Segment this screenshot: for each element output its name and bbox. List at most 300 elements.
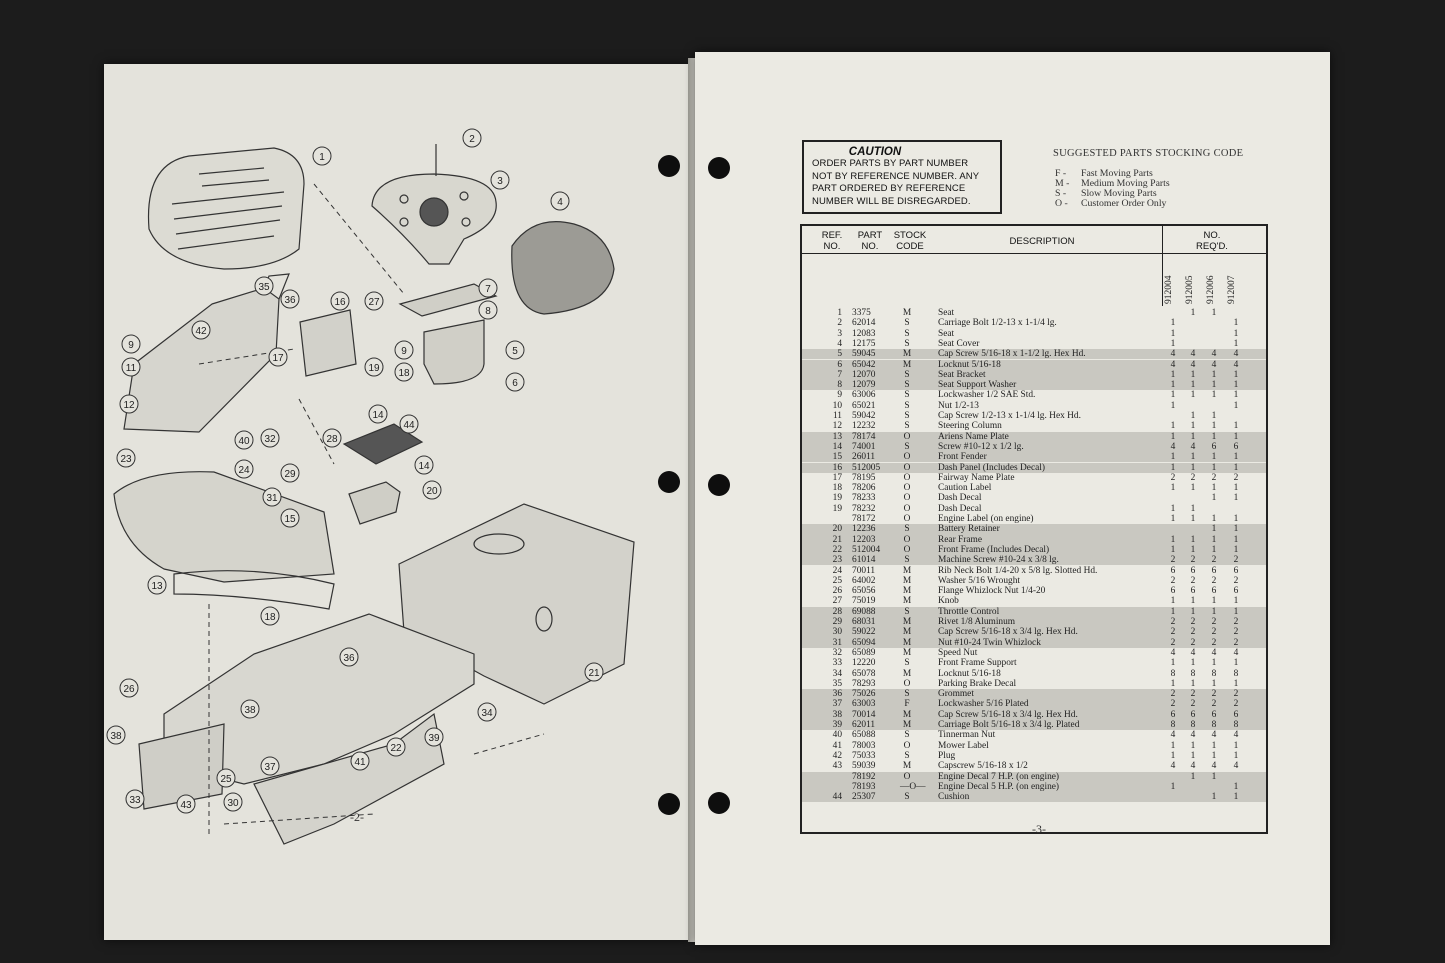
qty-cell: 6 [1233,586,1239,597]
callout: 1 [319,152,325,163]
callout: 3 [497,176,503,187]
qty-cell: 1 [1233,514,1239,524]
qty-cell: 1 [1233,369,1239,380]
ref-cell: 12 [832,421,842,432]
part-number-cell: 75026 [852,689,876,700]
qty-cell: 1 [1170,606,1176,617]
column-divider [1162,226,1163,306]
qty-cell: 2 [1233,555,1239,566]
stock-code-cell: M [902,575,912,586]
ref-cell: 39 [832,720,842,730]
stock-code-cell: O [903,493,911,504]
qty-cell: 1 [1170,740,1176,751]
code-key: M - [1055,178,1070,189]
qty-cell: 1 [1170,544,1176,555]
callout: 13 [151,581,163,592]
stock-code-cell: M [902,308,912,318]
qty-cell: 8 [1170,668,1176,679]
qty-cell: 1 [1211,369,1217,380]
ref-cell: 36 [832,689,842,700]
description-cell: Grommet [938,689,974,700]
callout: 29 [284,469,296,480]
qty-cell: 2 [1170,637,1176,648]
qty-cell: 6 [1211,586,1217,597]
ref-cell: 8 [837,380,842,391]
stock-code-cell: S [904,750,910,761]
ref-cell: 32 [832,647,842,658]
qty-cell: 1 [1190,503,1196,514]
model-number: 912005 [1185,275,1195,304]
qty-cell: 1 [1190,452,1196,463]
qty-cell: 6 [1233,709,1239,720]
ref-cell: 21 [832,534,842,545]
ref-cell: 31 [832,637,842,648]
description-cell: Knob [938,596,959,607]
description-cell: Dash Panel (Includes Decal) [938,462,1045,473]
qty-cell: 2 [1233,617,1239,627]
table-row [802,390,1266,400]
qty-cell: 1 [1170,658,1176,669]
qty-cell: 1 [1211,421,1217,432]
description-cell: Machine Screw #10-24 x 3/8 lg. [938,555,1059,566]
callout: 7 [485,284,491,295]
qty-cell: 2 [1190,627,1196,638]
stock-code-cell: S [904,606,910,617]
callout: 43 [180,800,192,811]
qty-cell: 1 [1190,369,1196,380]
description-cell: Cap Screw 5/16-18 x 3/4 lg. Hex Hd. [938,627,1078,638]
ref-cell: 17 [832,472,842,483]
callout: 18 [264,612,276,623]
description-cell: Rib Neck Bolt 1/4-20 x 5/8 lg. Slotted Hd. [938,565,1098,576]
stock-code-cell: S [904,390,910,401]
description-cell: Cushion [938,792,970,803]
qty-cell: 1 [1233,431,1239,442]
callout: 24 [238,465,250,476]
header-divider [802,253,1266,254]
table-row [802,349,1266,359]
description-cell: Carriage Bolt 1/2-13 x 1-1/4 lg. [938,318,1057,329]
qty-cell: 1 [1190,421,1196,432]
qty-cell: 1 [1190,534,1196,545]
qty-cell: 2 [1233,472,1239,483]
page-number: -3- [1032,822,1046,836]
table-row [802,318,1266,328]
code-label: Customer Order Only [1081,198,1167,209]
table-row [802,411,1266,421]
description-cell: Seat Cover [938,338,980,349]
part-number-cell: 12203 [852,534,876,545]
description-cell: Dash Decal [938,493,982,504]
qty-cell: 8 [1190,720,1196,730]
qty-cell: 4 [1211,730,1217,741]
qty-cell: 4 [1233,349,1239,360]
qty-cell: 2 [1233,699,1239,710]
qty-cell: 1 [1211,658,1217,669]
qty-cell: 1 [1233,421,1239,432]
qty-cell: 1 [1170,318,1176,329]
part-number-cell: 63006 [852,390,876,401]
stock-code-cell: O [903,452,911,463]
qty-cell: 2 [1190,699,1196,710]
callout: 14 [418,461,430,472]
callout: 37 [264,762,276,773]
stock-code-cell: S [904,318,910,329]
qty-cell: 1 [1211,596,1217,607]
table-row [802,772,1266,782]
qty-cell: 1 [1233,678,1239,689]
description-cell: Battery Retainer [938,524,1000,535]
caution-line: NUMBER WILL BE DISREGARDED. [812,195,971,207]
stock-code-cell: M [902,586,912,597]
qty-cell: 6 [1170,709,1176,720]
qty-cell: 1 [1211,534,1217,545]
description-cell: Plug [938,750,956,761]
qty-cell: 4 [1190,441,1196,452]
callout: 34 [481,708,493,719]
qty-cell: 6 [1233,565,1239,576]
parts-table [800,224,1268,834]
part-number-cell: 512005 [852,462,881,473]
table-row [802,504,1266,514]
description-cell: Dash Decal [938,503,982,514]
qty-cell: 4 [1211,349,1217,360]
part-number-cell: 70014 [852,709,876,720]
callout: 38 [244,705,256,716]
description-cell: Washer 5/16 Wrought [938,575,1021,586]
stock-code-cell: F [904,699,910,710]
table-row [802,689,1266,699]
qty-cell: 8 [1211,720,1217,730]
qty-cell: 1 [1170,534,1176,545]
description-cell: Seat Bracket [938,369,986,380]
callout: 16 [334,297,346,308]
ref-cell: 19 [832,493,842,504]
qty-cell: 2 [1211,699,1217,710]
ref-cell: 11 [832,411,842,421]
qty-cell: 1 [1233,792,1239,803]
callout: 30 [227,798,239,809]
stock-code-cell: —O— [900,781,926,792]
qty-cell: 1 [1170,678,1176,689]
qty-cell: 1 [1170,390,1176,401]
callout: 20 [426,486,438,497]
part-number-cell: 78232 [852,503,876,514]
qty-cell: 1 [1211,308,1217,318]
qty-cell: 1 [1190,462,1196,473]
qty-cell: 2 [1190,689,1196,700]
qty-cell: 1 [1233,338,1239,349]
description-cell: Front Fender [938,452,987,463]
qty-cell: 4 [1170,647,1176,658]
ref-cell: 44 [832,792,842,803]
stock-code-cell: M [902,668,912,679]
callout: 36 [343,653,355,664]
table-row [802,638,1266,648]
stock-code-cell: S [904,689,910,700]
qty-cell: 1 [1211,431,1217,442]
stock-code-cell: M [902,359,912,370]
callout: 44 [403,420,415,431]
callout: 9 [128,340,134,351]
stock-code-cell: O [903,503,911,514]
stocking-code-title: SUGGESTED PARTS STOCKING CODE [1053,148,1244,159]
part-number-cell: 65088 [852,730,876,741]
part-number-cell: 65021 [852,400,876,411]
qty-cell: 2 [1233,637,1239,648]
qty-cell: 2 [1190,575,1196,586]
table-row [802,586,1266,596]
description-cell: Rear Frame [938,534,982,545]
qty-cell: 1 [1211,411,1217,421]
description-cell: Seat [938,308,955,318]
qty-cell: 1 [1170,503,1176,514]
description-cell: Locknut 5/16-18 [938,359,1001,370]
qty-cell: 2 [1211,627,1217,638]
qty-cell: 4 [1170,761,1176,772]
qty-cell: 1 [1233,781,1239,792]
qty-cell: 2 [1211,617,1217,627]
qty-cell: 4 [1190,730,1196,741]
exploded-parts-diagram [104,64,690,940]
qty-cell: 1 [1233,452,1239,463]
description-cell: Front Frame (Includes Decal) [938,544,1050,555]
caution-title: CAUTION [848,146,902,158]
qty-cell: 1 [1190,411,1196,421]
part-number-cell: 78172 [852,514,876,524]
callout: 17 [272,353,284,364]
stock-code-cell: M [902,709,912,720]
header-stock: STOCK CODE [893,230,927,252]
qty-cell: 1 [1190,606,1196,617]
table-row [802,308,1266,318]
part-number-cell: 26011 [852,452,876,463]
stock-code-cell: O [903,462,911,473]
callout: 42 [195,326,207,337]
qty-cell: 1 [1233,318,1239,329]
part-number-cell: 12175 [852,338,876,349]
qty-cell: 1 [1190,750,1196,761]
stock-code-cell: O [903,544,911,555]
qty-cell: 2 [1211,575,1217,586]
qty-cell: 1 [1190,658,1196,669]
qty-cell: 2 [1170,555,1176,566]
qty-cell: 6 [1211,565,1217,576]
table-row [802,545,1266,555]
ref-cell: 22 [832,544,842,555]
qty-cell: 8 [1211,668,1217,679]
callout: 6 [512,378,518,389]
part-number-cell: 69088 [852,606,876,617]
qty-cell: 1 [1233,483,1239,494]
qty-cell: 1 [1211,771,1217,782]
code-label: Slow Moving Parts [1081,188,1157,199]
qty-cell: 2 [1233,689,1239,700]
stock-code-cell: O [903,534,911,545]
table-row [802,535,1266,545]
ref-cell: 2 [837,318,842,329]
description-cell: Engine Decal 5 H.P. (on engine) [938,781,1060,792]
binder-hole [708,474,730,496]
header-ref: REF. NO. [821,230,843,252]
page-number: -2- [350,810,364,824]
model-number: 912006 [1206,275,1216,304]
stock-code-cell: M [902,565,912,576]
callout: 41 [354,757,366,768]
part-number-cell: 12070 [852,369,876,380]
stock-code-cell: S [904,555,910,566]
ref-cell: 24 [832,565,842,576]
stock-code-cell: S [904,792,910,803]
qty-cell: 1 [1233,524,1239,535]
callout: 9 [401,346,407,357]
table-row [802,473,1266,483]
table-row [802,360,1266,370]
callout: 40 [238,436,250,447]
qty-cell: 1 [1233,740,1239,751]
ref-cell: 14 [832,441,842,452]
qty-cell: 1 [1211,380,1217,391]
model-number: 912004 [1164,275,1174,304]
qty-cell: 2 [1170,472,1176,483]
qty-cell: 1 [1233,658,1239,669]
qty-cell: 1 [1211,462,1217,473]
qty-cell: 2 [1211,555,1217,566]
qty-cell: 6 [1190,565,1196,576]
description-cell: Rivet 1/8 Aluminum [938,617,1016,627]
code-key: S - [1055,188,1067,199]
table-row [802,370,1266,380]
table-row [802,401,1266,411]
ref-cell: 42 [832,750,842,761]
part-number-cell: 78192 [852,771,876,782]
callout: 26 [123,684,135,695]
callout: 19 [368,363,380,374]
ref-cell: 1 [837,308,842,318]
ref-cell: 4 [837,338,842,349]
table-row [802,463,1266,473]
qty-cell: 1 [1211,390,1217,401]
callout: 32 [264,434,276,445]
qty-cell: 1 [1233,400,1239,411]
qty-cell: 1 [1211,452,1217,463]
table-row [802,617,1266,627]
stock-code-cell: M [902,720,912,730]
callout: 22 [390,743,402,754]
part-number-cell: 70011 [852,565,876,576]
qty-cell: 2 [1190,617,1196,627]
qty-cell: 8 [1233,668,1239,679]
stock-code-cell: O [903,678,911,689]
callout: 33 [129,795,141,806]
part-number-cell: 59045 [852,349,876,360]
table-row [802,648,1266,658]
qty-cell: 1 [1170,400,1176,411]
table-row [802,380,1266,390]
stock-code-cell: S [904,524,910,535]
header-description: DESCRIPTION [1009,236,1075,247]
qty-cell: 1 [1170,514,1176,524]
qty-cell: 1 [1170,338,1176,349]
description-cell: Steering Column [938,421,1002,432]
part-number-cell: 68031 [852,617,876,627]
table-row [802,483,1266,493]
ref-cell: 6 [837,359,842,370]
ref-cell: 25 [832,575,842,586]
stock-code-cell: S [904,400,910,411]
callout: 28 [326,434,338,445]
part-number-cell: 65042 [852,359,876,370]
stock-code-cell: O [903,431,911,442]
ref-cell: 34 [832,668,842,679]
part-number-cell: 74001 [852,441,876,452]
callout: 5 [512,346,518,357]
qty-cell: 1 [1233,596,1239,607]
stock-code-cell: M [902,349,912,360]
stock-code-cell: O [903,740,911,751]
ref-cell: 40 [832,730,842,741]
qty-cell: 1 [1190,544,1196,555]
table-row [802,339,1266,349]
part-number-cell: 59039 [852,761,876,772]
callout: 15 [284,514,296,525]
qty-cell: 2 [1170,689,1176,700]
ref-cell: 38 [832,709,842,720]
qty-cell: 6 [1211,441,1217,452]
table-row [802,421,1266,431]
callout: 14 [372,410,384,421]
code-label: Fast Moving Parts [1081,168,1153,179]
qty-cell: 1 [1233,606,1239,617]
part-number-cell: 62011 [852,720,876,730]
qty-cell: 8 [1233,720,1239,730]
qty-cell: 1 [1211,606,1217,617]
ref-cell: 41 [832,740,842,751]
ref-cell: 29 [832,617,842,627]
right-page [695,52,1330,945]
qty-cell: 1 [1211,544,1217,555]
ref-cell: 20 [832,524,842,535]
qty-cell: 1 [1211,493,1217,504]
part-number-cell: 65078 [852,668,876,679]
caution-line: NOT BY REFERENCE NUMBER. ANY [812,170,980,182]
stock-code-cell: S [904,369,910,380]
qty-cell: 4 [1233,730,1239,741]
table-row [802,442,1266,452]
qty-cell: 1 [1170,421,1176,432]
description-cell: Lockwasher 5/16 Plated [938,699,1029,710]
stock-code-cell: S [904,411,910,421]
qty-cell: 4 [1211,761,1217,772]
qty-cell: 1 [1170,781,1176,792]
qty-cell: 1 [1190,514,1196,524]
qty-cell: 4 [1233,359,1239,370]
qty-cell: 1 [1211,792,1217,803]
qty-cell: 1 [1190,678,1196,689]
stock-code-cell: M [902,637,912,648]
stock-code-cell: O [903,771,911,782]
qty-cell: 1 [1190,390,1196,401]
qty-cell: 4 [1211,647,1217,658]
qty-cell: 1 [1211,514,1217,524]
part-number-cell: 78174 [852,431,876,442]
qty-cell: 6 [1190,586,1196,597]
qty-cell: 2 [1211,637,1217,648]
qty-cell: 2 [1233,627,1239,638]
description-cell: Speed Nut [938,647,978,658]
description-cell: Lockwasher 1/2 SAE Std. [938,390,1036,401]
qty-cell: 1 [1170,462,1176,473]
